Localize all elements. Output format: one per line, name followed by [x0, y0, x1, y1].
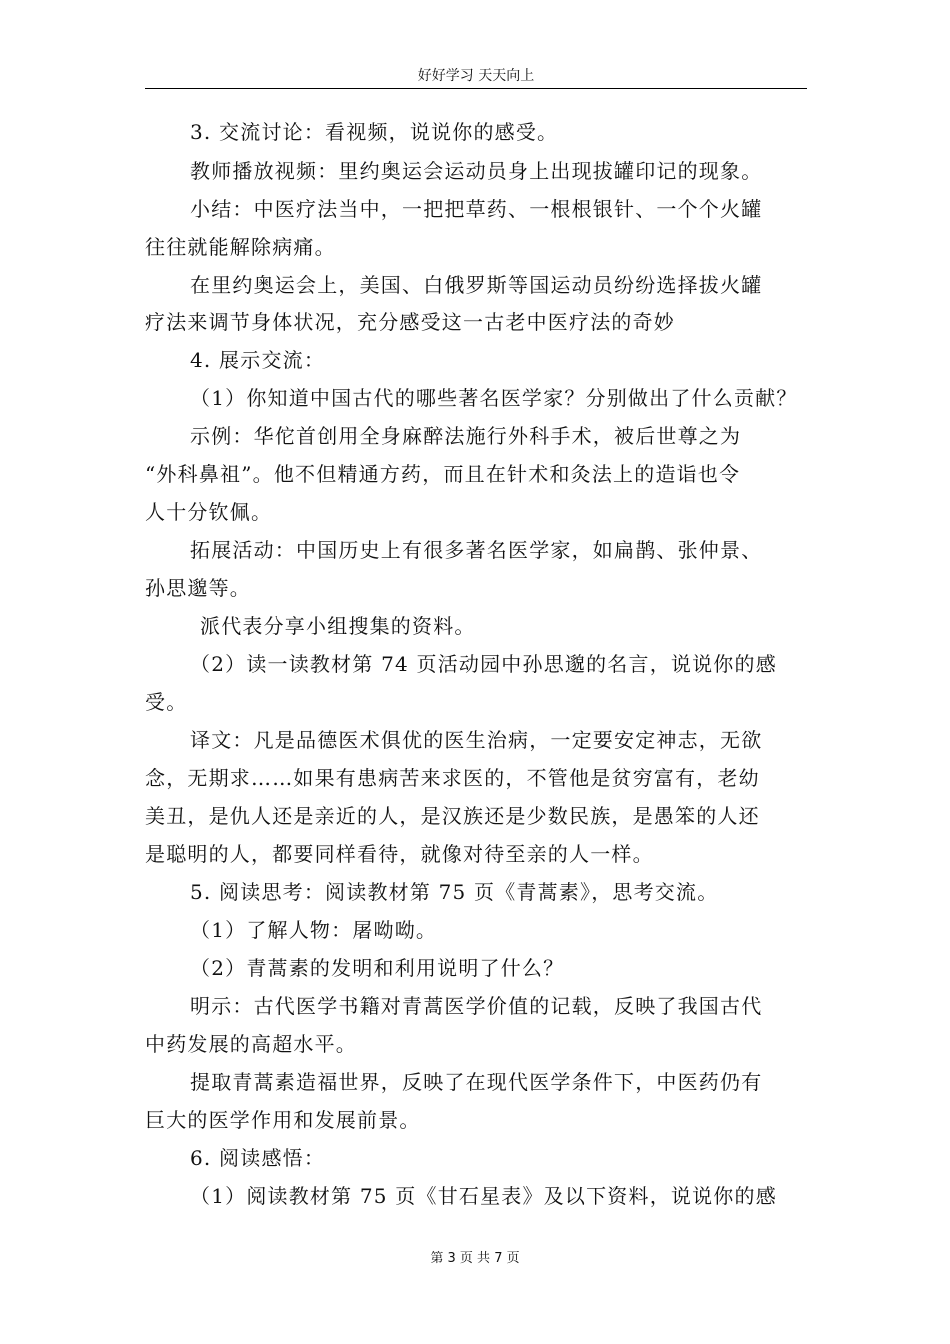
page-footer: 第 3 页 共 7 页: [430, 1251, 520, 1266]
text-line: （2）青蒿素的发明和利用说明了什么？: [190, 956, 565, 980]
text-line: 拓展活动：中国历史上有很多著名医学家，如扁鹊、张仲景、: [190, 538, 763, 562]
text-line: 中药发展的高超水平。: [145, 1032, 357, 1056]
text-line: 巨大的医学作用和发展前景。: [145, 1108, 421, 1132]
text-line: 4. 展示交流：: [190, 348, 326, 372]
text-line: 明示：古代医学书籍对青蒿医学价值的记载，反映了我国古代: [190, 994, 763, 1018]
text-line: （1）你知道中国古代的哪些著名医学家？分别做出了什么贡献？: [190, 386, 798, 410]
text-line: 美丑，是仇人还是亲近的人，是汉族还是少数民族，是愚笨的人还: [145, 804, 760, 828]
text-line: 5. 阅读思考：阅读教材第 75 页《青蒿素》，思考交流。: [190, 880, 719, 904]
text-line: 疗法来调节身体状况，充分感受这一古老中医疗法的奇妙: [145, 310, 675, 334]
page-header: 好好学习 天天向上: [145, 66, 807, 89]
text-line: 人十分钦佩。: [145, 500, 273, 524]
text-line: 在里约奥运会上，美国、白俄罗斯等国运动员纷纷选择拔火罐: [190, 273, 763, 297]
text-line: （1）了解人物：屠呦呦。: [190, 918, 438, 942]
text-line: 教师播放视频：里约奥运会运动员身上出现拔罐印记的现象。: [190, 159, 763, 183]
text-line: （1）阅读教材第 75 页《甘石星表》及以下资料，说说你的感: [190, 1184, 777, 1208]
text-line: 提取青蒿素造福世界，反映了在现代医学条件下，中医药仍有: [190, 1070, 763, 1094]
text-line: 往往就能解除病痛。: [145, 235, 336, 259]
text-line: 6. 阅读感悟：: [190, 1146, 326, 1170]
text-line: 小结：中医疗法当中，一把把草药、一根根银针、一个个火罐: [190, 197, 763, 221]
text-line: 示例：华佗首创用全身麻醉法施行外科手术，被后世尊之为: [190, 424, 742, 448]
text-line: 3. 交流讨论：看视频，说说你的感受。: [190, 120, 559, 144]
text-line: “外科鼻祖”。他不但精通方药，而且在针术和灸法上的造诣也令: [145, 462, 741, 486]
text-line: 孙思邈等。: [145, 576, 251, 600]
text-line: 念，无期求……如果有患病苦来求医的，不管他是贫穷富有，老幼: [145, 766, 760, 790]
text-line: （2）读一读教材第 74 页活动园中孙思邈的名言，说说你的感: [190, 652, 777, 676]
text-line: 是聪明的人，都要同样看待，就像对待至亲的人一样。: [145, 842, 654, 866]
text-line: 受。: [145, 690, 188, 714]
text-line: 派代表分享小组搜集的资料。: [200, 614, 476, 638]
text-line: 译文：凡是品德医术俱优的医生治病，一定要安定神志，无欲: [190, 728, 763, 752]
